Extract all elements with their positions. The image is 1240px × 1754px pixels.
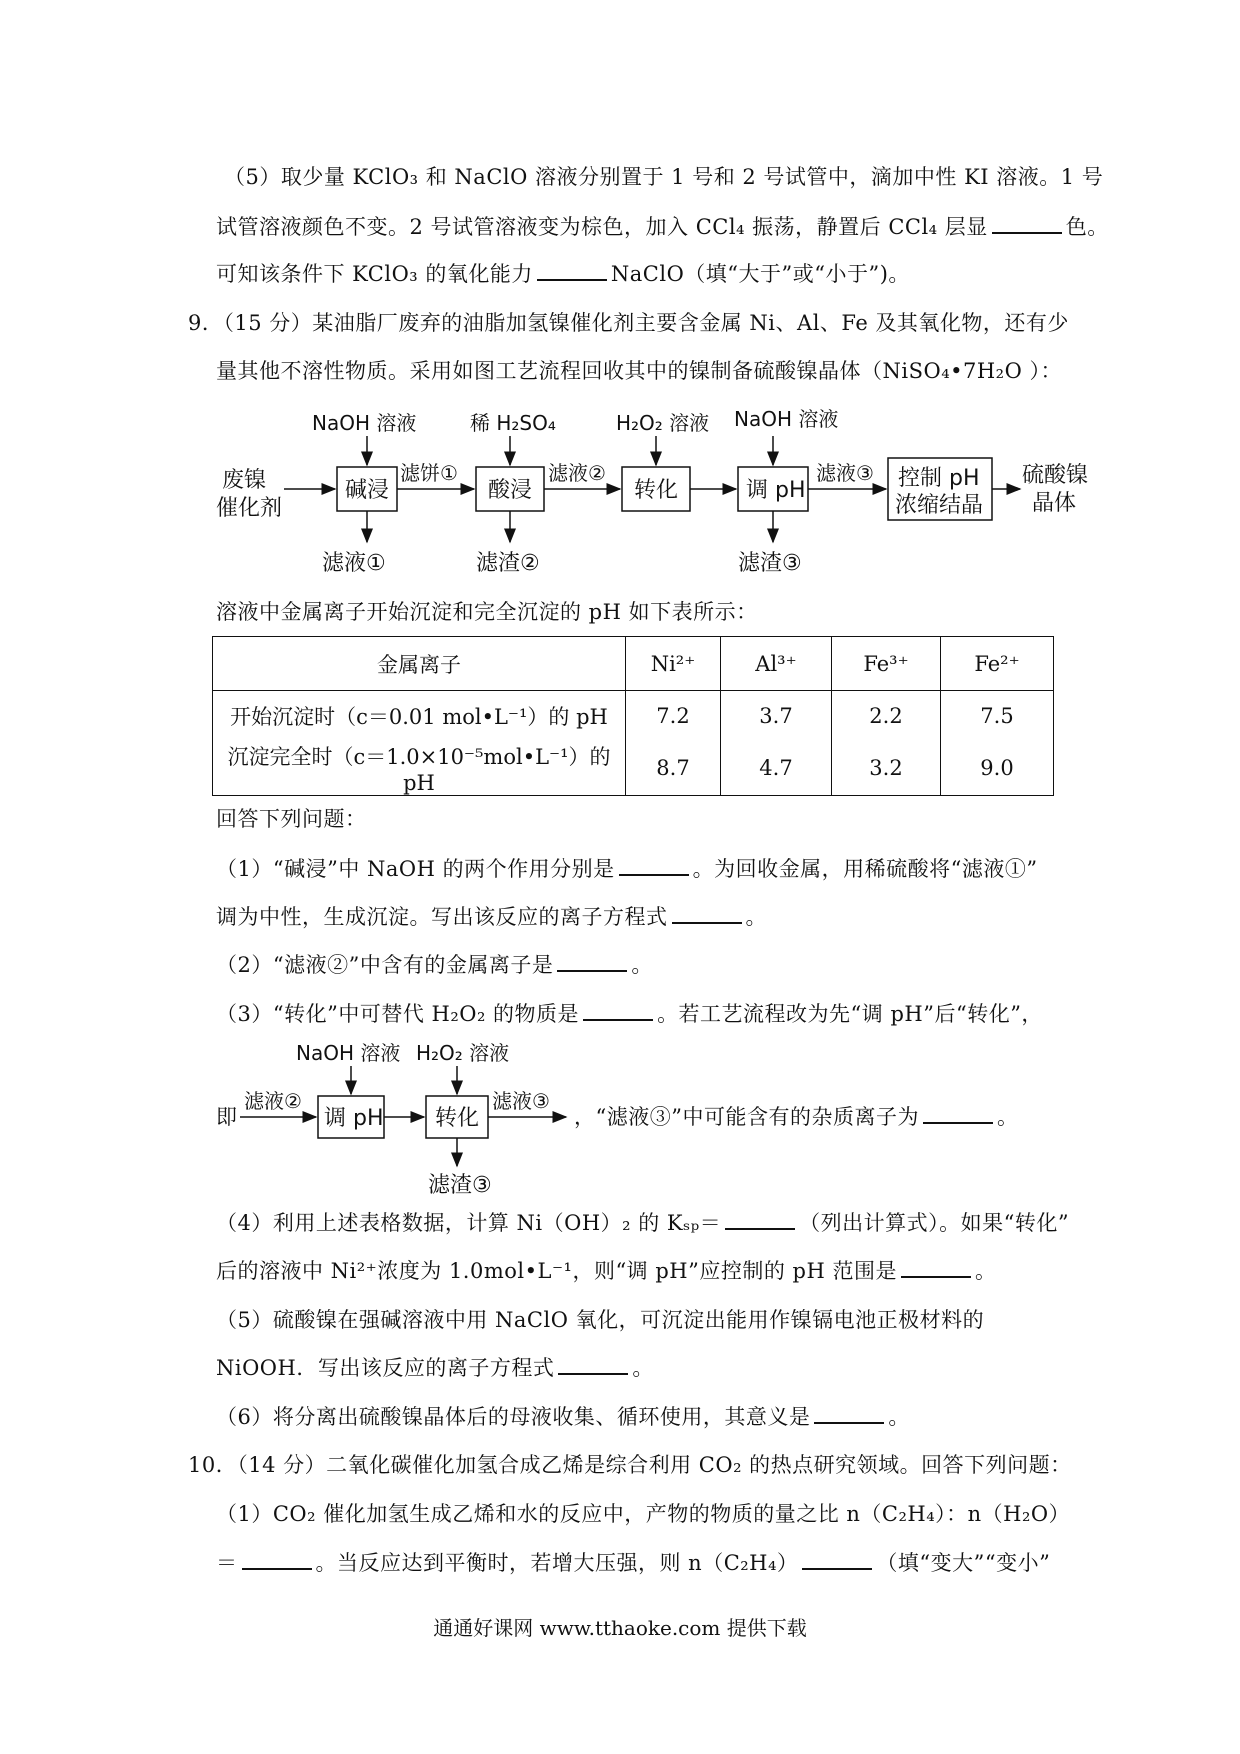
table-cell: 3.2 <box>832 741 941 796</box>
q9-intro-line1: 9．（15 分）某油脂厂废弃的油脂加氢镍催化剂主要含金属 Ni、Al、Fe 及其氧化物，还有少 <box>188 311 1069 335</box>
q9-p4-line1 <box>216 1209 1069 1237</box>
table-header-cell: 金属离子 <box>213 637 626 691</box>
q9-p1-text3: 调为中性，生成沉淀。写出该反应的离子方程式 <box>216 905 668 929</box>
table-cell: 沉淀完全时（c＝1.0×10⁻⁵mol•L⁻¹）的 pH <box>213 741 626 796</box>
q10-p1-text2: 。当反应达到平衡时，若增大压强，则 n（C₂H₄） <box>315 1551 799 1575</box>
answer-blank[interactable] <box>923 1104 993 1124</box>
flow2-input-label: H₂O₂ 溶液 <box>416 1041 510 1065</box>
table-cell: 4.7 <box>721 741 832 796</box>
answer-blank[interactable] <box>814 1404 884 1424</box>
q8-p5-line3 <box>216 260 910 288</box>
process-flow-diagram <box>0 400 1240 600</box>
q9-p3-tail: 。 <box>996 1105 1019 1129</box>
answer-blank[interactable] <box>992 214 1062 234</box>
flow-arrow-label: 滤饼① <box>400 461 458 485</box>
flow2-input-label: NaOH 溶液 <box>296 1041 401 1065</box>
page-footer: 通通好课网 www.tthaoke.com 提供下载 <box>433 1616 807 1640</box>
flow2-arrow-label: 滤液③ <box>492 1089 550 1113</box>
q9-p5-tail: 。 <box>632 1356 654 1380</box>
answer-blank[interactable] <box>537 261 607 281</box>
q9-p2 <box>216 951 653 979</box>
q8-p5-line1: （5）取少量 KClO₃ 和 NaClO 溶液分别置于 1 号和 2 号试管中，滴加中性 KI 溶液。1 号 <box>224 165 1104 189</box>
flow-box-label: 转化 <box>634 478 679 503</box>
table-cell: 7.2 <box>626 691 721 741</box>
flow2-output-label: 滤渣③ <box>428 1173 492 1198</box>
table-cell: 7.5 <box>941 691 1054 741</box>
answer-blank[interactable] <box>672 904 742 924</box>
table-header-cell: Al³⁺ <box>721 637 832 691</box>
q9-p5-text: NiOOH．写出该反应的离子方程式 <box>216 1356 555 1380</box>
flow-output-label: 滤渣② <box>476 551 540 576</box>
flow2-box-label: 调 pH <box>324 1106 384 1131</box>
q9-p3-text: （3）“转化”中可替代 H₂O₂ 的物质是 <box>216 1002 580 1026</box>
flow-input-label: NaOH 溶液 <box>312 411 417 435</box>
q9-p5-line1: （5）硫酸镍在强碱溶液中用 NaClO 氧化，可沉淀出能用作镍镉电池正极材料的 <box>216 1308 985 1332</box>
q9-p1-text: （1）“碱浸”中 NaOH 的两个作用分别是 <box>216 857 615 881</box>
q10-intro: 10．（14 分）二氧化碳催化加氢合成乙烯是综合利用 CO₂ 的热点研究领域。回答下列问题： <box>188 1453 1072 1477</box>
q9-p3-text3: ，“滤液③”中可能含有的杂质离子为 <box>574 1105 919 1129</box>
q9-p1-line2 <box>216 903 767 931</box>
q10-p1-line2 <box>216 1549 1050 1577</box>
answer-blank[interactable] <box>901 1258 971 1278</box>
q9-p3-line1 <box>216 1000 1043 1028</box>
table-row <box>213 741 1054 796</box>
q9-p1-line1 <box>216 855 1038 883</box>
q10-p1-text: ＝ <box>216 1551 238 1575</box>
flow-box-label: 酸浸 <box>488 478 533 503</box>
flow2-lead: 即 <box>216 1105 238 1129</box>
q8-p5-line2-text: 试管溶液颜色不变。2 号试管溶液变为棕色，加入 CCl₄ 振荡，静置后 CCl₄ 层显 <box>216 215 988 239</box>
q10-p1-text3: （填“变大”“变小” <box>876 1551 1051 1575</box>
q9-p4-text: （4）利用上述表格数据，计算 Ni（OH）₂ 的 Kₛₚ＝ <box>216 1211 722 1235</box>
flow-output-label: 滤液① <box>322 551 386 576</box>
table-cell: 8.7 <box>626 741 721 796</box>
flow-output-label: 滤渣③ <box>738 551 802 576</box>
flow-arrow-label: 滤液③ <box>816 461 874 485</box>
q8-p5-line2-tail: 色。 <box>1065 215 1109 239</box>
flow-end-label: 晶体 <box>1032 491 1077 516</box>
flow-box-label: 调 pH <box>746 478 806 503</box>
q9-p1-text2: 。为回收金属，用稀硫酸将“滤液①” <box>692 857 1038 881</box>
ph-table <box>212 636 1054 796</box>
flow-input-label: NaOH 溶液 <box>734 407 839 431</box>
flow-arrow-label: 滤液② <box>548 461 606 485</box>
table-cell: 3.7 <box>721 691 832 741</box>
flow-start-label: 催化剂 <box>216 496 283 521</box>
q9-p2-text: （2）“滤液②”中含有的金属离子是 <box>216 953 554 977</box>
flow-box-label: 控制 pH <box>898 466 980 491</box>
q9-p4-line2 <box>216 1257 996 1285</box>
table-cell: 开始沉淀时（c＝0.01 mol•L⁻¹）的 pH <box>213 691 626 741</box>
flow-start-label: 废镍 <box>222 468 267 493</box>
q9-p6 <box>216 1403 910 1431</box>
q8-p5-line3-text: 可知该条件下 KClO₃ 的氧化能力 <box>216 262 533 286</box>
q9-p6-tail: 。 <box>888 1405 910 1429</box>
answer-blank[interactable] <box>725 1210 795 1230</box>
answer-blank[interactable] <box>557 952 627 972</box>
table-cell: 9.0 <box>941 741 1054 796</box>
q10-p1-line1: （1）CO₂ 催化加氢生成乙烯和水的反应中，产物的物质的量之比 n（C₂H₄）：n（H₂O） <box>216 1502 1071 1526</box>
q9-p4-text2: （列出计算式）。如果“转化” <box>799 1211 1070 1235</box>
answer-blank[interactable] <box>242 1550 312 1570</box>
flow-input-label: H₂O₂ 溶液 <box>616 411 710 435</box>
q9-p3-line2 <box>574 1103 1018 1131</box>
table-intro: 溶液中金属离子开始沉淀和完全沉淀的 pH 如下表所示： <box>216 600 758 624</box>
flow-end-label: 硫酸镍 <box>1022 463 1089 488</box>
answer-blank[interactable] <box>558 1355 628 1375</box>
q9-p6-text: （6）将分离出硫酸镍晶体后的母液收集、循环使用，其意义是 <box>216 1405 811 1429</box>
table-header-cell: Fe³⁺ <box>832 637 941 691</box>
table-header-cell: Fe²⁺ <box>941 637 1054 691</box>
flow2-box-label: 转化 <box>435 1106 480 1131</box>
answer-blank[interactable] <box>619 856 689 876</box>
q9-p3-text2: 。若工艺流程改为先“调 pH”后“转化”， <box>657 1002 1043 1026</box>
q9-p4-tail: 。 <box>974 1259 997 1283</box>
process-flow-diagram-2 <box>232 1040 592 1200</box>
table-cell: 2.2 <box>832 691 941 741</box>
q9-p4-text3: 后的溶液中 Ni²⁺浓度为 1.0mol•L⁻¹，则“调 pH”应控制的 pH 范围是 <box>216 1259 897 1283</box>
answer-prompt: 回答下列问题： <box>216 807 367 831</box>
flow-input-label: 稀 H₂SO₄ <box>470 411 556 435</box>
q8-p5-line3-tail: NaClO（填“大于”或“小于”)。 <box>610 262 910 286</box>
q9-intro-line2: 量其他不溶性物质。采用如图工艺流程回收其中的镍制备硫酸镍晶体（NiSO₄•7H₂O ）： <box>216 359 1062 383</box>
q9-p5-line2 <box>216 1354 654 1382</box>
answer-blank[interactable] <box>802 1550 872 1570</box>
flow-box-label: 碱浸 <box>345 478 390 503</box>
table-header-cell: Ni²⁺ <box>626 637 721 691</box>
q8-p5-line2 <box>216 213 1109 241</box>
flow-box-label: 浓缩结晶 <box>895 493 984 518</box>
flow2-arrow-label: 滤液② <box>244 1089 302 1113</box>
answer-blank[interactable] <box>583 1001 653 1021</box>
table-row <box>213 691 1054 741</box>
q9-p2-tail: 。 <box>631 953 653 977</box>
q9-p1-text4: 。 <box>745 905 767 929</box>
